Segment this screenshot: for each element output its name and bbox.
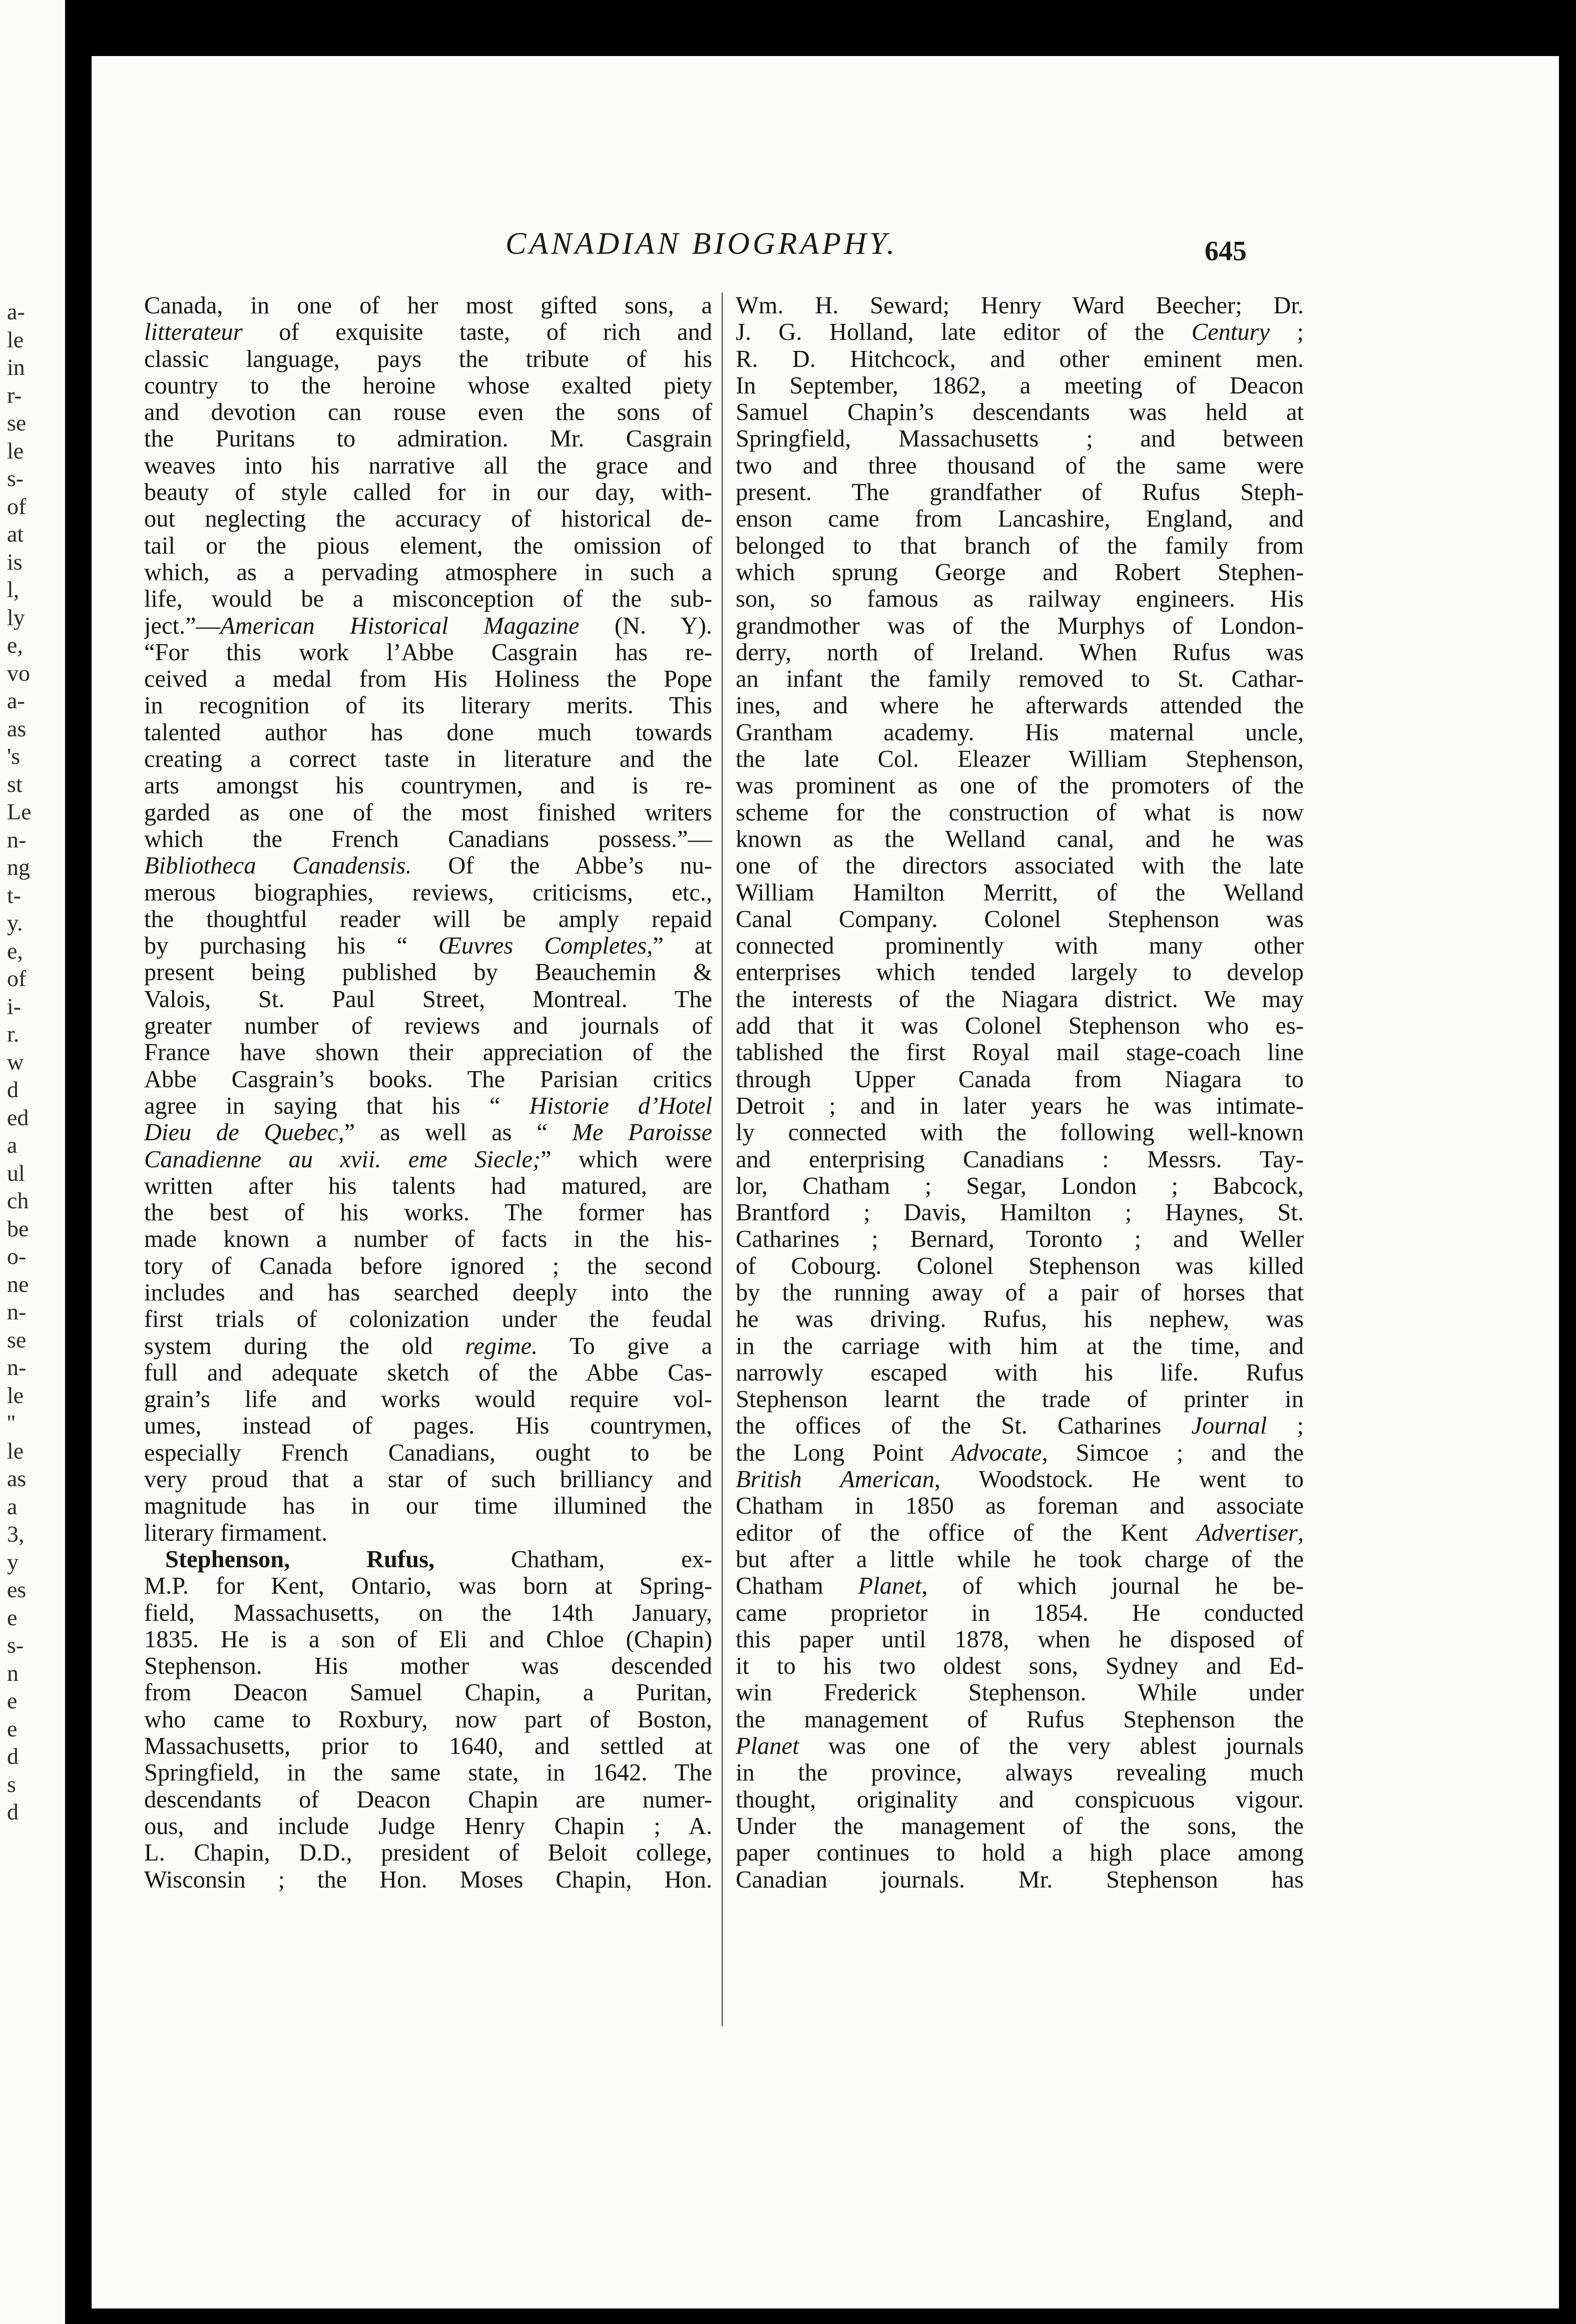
facing-page-fragment: ne bbox=[7, 1271, 29, 1297]
facing-page-fragment: e, bbox=[7, 632, 23, 658]
text-line: grain’s life and works would require vol- bbox=[144, 1386, 712, 1413]
text-line: tablished the first Royal mail stage-coach line bbox=[736, 1039, 1304, 1066]
facing-page-fragment: o- bbox=[7, 1243, 27, 1269]
text-line: the Long Point Advocate, Simcoe ; and the bbox=[736, 1439, 1304, 1466]
text-line: J. G. Holland, late editor of the Century ; bbox=[736, 319, 1304, 346]
facing-page-fragment: as bbox=[7, 1466, 27, 1491]
text-line: classic language, pays the tribute of his bbox=[144, 345, 712, 372]
text-line: written after his talents had matured, are bbox=[144, 1172, 712, 1199]
facing-page-fragment: of bbox=[7, 966, 27, 991]
text-line: includes and has searched deeply into the bbox=[144, 1279, 712, 1306]
text-line: came proprietor in 1854. He conducted bbox=[736, 1599, 1304, 1626]
facing-page-fragment: r- bbox=[7, 382, 22, 408]
text-line: Dieu de Quebec,” as well as “ Me Paroisse bbox=[144, 1119, 712, 1146]
text-line: Wm. H. Seward; Henry Ward Beecher; Dr. bbox=[736, 292, 1304, 319]
facing-page-fragment: at bbox=[7, 521, 24, 547]
text-line: In September, 1862, a meeting of Deacon bbox=[736, 372, 1304, 399]
text-line: full and adequate sketch of the Abbe Cas- bbox=[144, 1359, 712, 1386]
text-line: derry, north of Ireland. When Rufus was bbox=[736, 639, 1304, 666]
facing-page-fragment: 's bbox=[7, 743, 21, 769]
text-line: who came to Roxbury, now part of Boston, bbox=[144, 1706, 712, 1733]
facing-page-fragment: n bbox=[7, 1660, 19, 1686]
text-line: tail or the pious element, the omission of bbox=[144, 532, 712, 559]
text-line: merous biographies, reviews, criticisms, etc., bbox=[144, 879, 712, 906]
text-line: greater number of reviews and journals of bbox=[144, 1013, 712, 1040]
text-line: especially French Canadians, ought to be bbox=[144, 1439, 712, 1466]
text-line: Valois, St. Paul Street, Montreal. The bbox=[144, 986, 712, 1013]
text-line: beauty of style called for in our day, with- bbox=[144, 479, 712, 506]
text-line: son, so famous as railway engineers. His bbox=[736, 586, 1304, 613]
text-line: ous, and include Judge Henry Chapin ; A. bbox=[144, 1812, 712, 1839]
text-line: made known a number of facts in the his- bbox=[144, 1226, 712, 1253]
text-line: add that it was Colonel Stephenson who es- bbox=[736, 1013, 1304, 1040]
text-line: talented author has done much towards bbox=[144, 719, 712, 746]
facing-page-fragment: a bbox=[7, 1493, 18, 1519]
text-line: an infant the family removed to St. Cathar- bbox=[736, 666, 1304, 693]
text-line: ly connected with the following well-known bbox=[736, 1119, 1304, 1146]
text-line: arts amongst his countrymen, and is re- bbox=[144, 772, 712, 799]
text-line: the interests of the Niagara district. We may bbox=[736, 986, 1304, 1013]
facing-page-strip bbox=[0, 0, 65, 2324]
column-rule bbox=[722, 292, 723, 2026]
facing-page-fragment: s bbox=[7, 1771, 16, 1797]
text-line: ceived a medal from His Holiness the Pope bbox=[144, 666, 712, 693]
text-line: enson came from Lancashire, England, and bbox=[736, 506, 1304, 533]
text-line: present. The grandfather of Rufus Steph- bbox=[736, 479, 1304, 506]
text-line: M.P. for Kent, Ontario, was born at Spring- bbox=[144, 1573, 712, 1600]
facing-page-fragment: a- bbox=[7, 299, 25, 324]
text-line: Canal Company. Colonel Stephenson was bbox=[736, 905, 1304, 933]
text-line: through Upper Canada from Niagara to bbox=[736, 1066, 1304, 1093]
facing-page-fragment: y bbox=[7, 1549, 19, 1575]
facing-page-fragment: ng bbox=[7, 854, 30, 880]
facing-page-fragment: y. bbox=[7, 910, 23, 936]
text-line: L. Chapin, D.D., president of Beloit college, bbox=[144, 1839, 712, 1867]
text-line: enterprises which tended largely to develop bbox=[736, 959, 1304, 986]
facing-page-fragment: ed bbox=[7, 1104, 29, 1130]
text-line: Stephenson, Rufus, Chatham, ex- bbox=[165, 1546, 712, 1573]
text-line: Canadienne au xvii. eme Siecle;” which were bbox=[144, 1146, 712, 1173]
text-line: Springfield, Massachusetts ; and between bbox=[736, 425, 1304, 452]
facing-page-fragment: e bbox=[7, 1715, 18, 1741]
text-line: Under the management of the sons, the bbox=[736, 1812, 1304, 1839]
text-line: ines, and where he afterwards attended the bbox=[736, 692, 1304, 719]
text-line: literary firmament. bbox=[144, 1519, 328, 1546]
running-title: CANADIAN BIOGRAPHY. bbox=[505, 227, 898, 261]
facing-page-fragment: '' bbox=[7, 1410, 16, 1436]
text-line: Samuel Chapin’s descendants was held at bbox=[736, 399, 1304, 426]
facing-page-fragment: a- bbox=[7, 688, 25, 713]
facing-page-fragment: 3, bbox=[7, 1521, 25, 1547]
text-line: Canada, in one of her most gifted sons, a bbox=[144, 292, 712, 319]
text-line: descendants of Deacon Chapin are numer- bbox=[144, 1786, 712, 1813]
text-line: garded as one of the most finished writers bbox=[144, 799, 712, 826]
facing-page-fragment: e bbox=[7, 1604, 18, 1630]
text-line: tory of Canada before ignored ; the second bbox=[144, 1252, 712, 1279]
facing-page-fragment: e, bbox=[7, 938, 23, 964]
text-line: which the French Canadians possess.”— bbox=[144, 825, 712, 852]
text-line: the late Col. Eleazer William Stephenson, bbox=[736, 746, 1304, 773]
text-line: by the running away of a pair of horses that bbox=[736, 1279, 1304, 1306]
facing-page-fragment: d bbox=[7, 1743, 19, 1769]
text-line: and enterprising Canadians : Messrs. Tay- bbox=[736, 1146, 1304, 1173]
text-line: which sprung George and Robert Stephen- bbox=[736, 559, 1304, 586]
facing-page-fragment: n- bbox=[7, 826, 27, 852]
text-line: country to the heroine whose exalted piety bbox=[144, 372, 712, 399]
text-line: Detroit ; and in later years he was intimate- bbox=[736, 1092, 1304, 1119]
text-line: Brantford ; Davis, Hamilton ; Haynes, St. bbox=[736, 1199, 1304, 1226]
text-line: which, as a pervading atmosphere in such a bbox=[144, 559, 712, 586]
text-line: in the carriage with him at the time, and bbox=[736, 1332, 1304, 1359]
text-line: Wisconsin ; the Hon. Moses Chapin, Hon. bbox=[144, 1866, 712, 1893]
text-line: life, would be a misconception of the sub- bbox=[144, 586, 712, 613]
facing-page-fragment: Le bbox=[7, 799, 32, 824]
facing-page-fragment: d bbox=[7, 1077, 19, 1102]
text-line: out neglecting the accuracy of historical de- bbox=[144, 506, 712, 533]
text-line: narrowly escaped with his life. Rufus bbox=[736, 1359, 1304, 1386]
facing-page-fragment: of bbox=[7, 493, 27, 519]
text-line: Canadian journals. Mr. Stephenson has bbox=[736, 1866, 1304, 1893]
text-line: Chatham Planet, of which journal he be- bbox=[736, 1573, 1304, 1600]
facing-page-fragment: be bbox=[7, 1215, 29, 1241]
facing-page-fragment: se bbox=[7, 1326, 27, 1352]
text-line: litterateur of exquisite taste, of rich and bbox=[144, 319, 712, 346]
facing-page-fragment: is bbox=[7, 549, 23, 575]
text-line: one of the directors associated with the late bbox=[736, 852, 1304, 879]
facing-page-fragment: st bbox=[7, 771, 23, 797]
facing-page-fragment: le bbox=[7, 1382, 24, 1408]
text-line: he was driving. Rufus, his nephew, was bbox=[736, 1306, 1304, 1333]
facing-page-fragment: le bbox=[7, 326, 24, 352]
text-line: paper continues to hold a high place among bbox=[736, 1839, 1304, 1867]
text-line: Stephenson. His mother was descended bbox=[144, 1653, 712, 1680]
text-line: Massachusetts, prior to 1640, and settled at bbox=[144, 1733, 712, 1760]
text-line: two and three thousand of the same were bbox=[736, 452, 1304, 479]
facing-page-fragment: ul bbox=[7, 1160, 25, 1186]
facing-page-fragment: l, bbox=[7, 577, 20, 602]
facing-page-fragment: le bbox=[7, 437, 24, 463]
facing-page-fragment: s- bbox=[7, 1632, 24, 1658]
facing-page-fragment: se bbox=[7, 410, 27, 435]
text-line: from Deacon Samuel Chapin, a Puritan, bbox=[144, 1679, 712, 1706]
text-line: weaves into his narrative all the grace and bbox=[144, 452, 712, 479]
text-line: the best of his works. The former has bbox=[144, 1199, 712, 1226]
text-line: agree in saying that his “ Historie d’Hotel bbox=[144, 1092, 712, 1119]
facing-page-fragment: r. bbox=[7, 1021, 20, 1047]
facing-page-fragment: d bbox=[7, 1799, 19, 1824]
text-line: magnitude has in our time illumined the bbox=[144, 1493, 712, 1520]
text-line: connected prominently with many other bbox=[736, 933, 1304, 960]
facing-page-fragment: n- bbox=[7, 1299, 27, 1324]
facing-page-fragment: as bbox=[7, 715, 27, 741]
text-line: win Frederick Stephenson. While under bbox=[736, 1679, 1304, 1706]
text-line: the thoughtful reader will be amply repaid bbox=[144, 905, 712, 933]
text-line: but after a little while he took charge of the bbox=[736, 1546, 1304, 1573]
facing-page-fragment: in bbox=[7, 354, 25, 380]
scan-gutter bbox=[65, 0, 93, 2324]
text-line: grandmother was of the Murphys of London- bbox=[736, 612, 1304, 639]
text-line: thought, originality and conspicuous vigour. bbox=[736, 1786, 1304, 1813]
facing-page-fragment: w bbox=[7, 1049, 24, 1075]
text-line: the offices of the St. Catharines Journal ; bbox=[736, 1413, 1304, 1440]
text-line: known as the Welland canal, and he was bbox=[736, 825, 1304, 852]
facing-page-fragment: t- bbox=[7, 882, 22, 908]
text-line: system during the old regime. To give a bbox=[144, 1332, 712, 1359]
text-line: Stephenson learnt the trade of printer in bbox=[736, 1386, 1304, 1413]
facing-page-fragment: n- bbox=[7, 1354, 27, 1380]
text-line: creating a correct taste in literature and the bbox=[144, 746, 712, 773]
text-line: the management of Rufus Stephenson the bbox=[736, 1706, 1304, 1733]
text-line: it to his two oldest sons, Sydney and Ed- bbox=[736, 1653, 1304, 1680]
left-column bbox=[144, 292, 712, 1893]
text-line: and devotion can rouse even the sons of bbox=[144, 399, 712, 426]
page-number: 645 bbox=[1205, 236, 1247, 267]
text-line: first trials of colonization under the feudal bbox=[144, 1306, 712, 1333]
text-line: scheme for the construction of what is now bbox=[736, 799, 1304, 826]
text-line: of Cobourg. Colonel Stephenson was killed bbox=[736, 1252, 1304, 1279]
right-column bbox=[736, 292, 1304, 1893]
text-line: William Hamilton Merritt, of the Welland bbox=[736, 879, 1304, 906]
text-line: present being published by Beauchemin & bbox=[144, 959, 712, 986]
text-line: British American, Woodstock. He went to bbox=[736, 1466, 1304, 1493]
facing-page-fragment: s- bbox=[7, 466, 24, 491]
text-line: Chatham in 1850 as foreman and associate bbox=[736, 1493, 1304, 1520]
text-line: France have shown their appreciation of the bbox=[144, 1039, 712, 1066]
facing-page-fragment: le bbox=[7, 1438, 24, 1464]
facing-page-fragment: i- bbox=[7, 993, 22, 1019]
text-line: Grantham academy. His maternal uncle, bbox=[736, 719, 1304, 746]
text-line: “For this work l’Abbe Casgrain has re- bbox=[144, 639, 712, 666]
text-line: was prominent as one of the promoters of the bbox=[736, 772, 1304, 799]
text-line: editor of the office of the Kent Advertiser, bbox=[736, 1519, 1304, 1546]
text-line: field, Massachusetts, on the 14th January, bbox=[144, 1599, 712, 1626]
text-line: ject.”—American Historical Magazine (N. Y). bbox=[144, 612, 712, 639]
facing-page-fragment: e bbox=[7, 1688, 18, 1713]
facing-page-fragment: es bbox=[7, 1577, 27, 1602]
facing-page-fragment: a bbox=[7, 1132, 18, 1158]
text-line: Catharines ; Bernard, Toronto ; and Weller bbox=[736, 1226, 1304, 1253]
text-line: R. D. Hitchcock, and other eminent men. bbox=[736, 345, 1304, 372]
facing-page-fragment: ly bbox=[7, 604, 25, 630]
text-line: Bibliotheca Canadensis. Of the Abbe’s nu- bbox=[144, 852, 712, 879]
text-line: in recognition of its literary merits. This bbox=[144, 692, 712, 719]
text-line: lor, Chatham ; Segar, London ; Babcock, bbox=[736, 1172, 1304, 1199]
text-line: by purchasing his “ Œuvres Completes,” at bbox=[144, 933, 712, 960]
text-line: 1835. He is a son of Eli and Chloe (Chapin) bbox=[144, 1626, 712, 1653]
text-line: very proud that a star of such brilliancy and bbox=[144, 1466, 712, 1493]
text-line: umes, instead of pages. His countrymen, bbox=[144, 1413, 712, 1440]
text-line: this paper until 1878, when he disposed of bbox=[736, 1626, 1304, 1653]
text-line: in the province, always revealing much bbox=[736, 1759, 1304, 1786]
facing-page-fragment: ch bbox=[7, 1188, 29, 1213]
facing-page-fragment: vo bbox=[7, 660, 30, 686]
text-line: Planet was one of the very ablest journals bbox=[736, 1733, 1304, 1760]
text-line: belonged to that branch of the family from bbox=[736, 532, 1304, 559]
text-line: the Puritans to admiration. Mr. Casgrain bbox=[144, 425, 712, 452]
text-line: Springfield, in the same state, in 1642. The bbox=[144, 1759, 712, 1786]
text-line: Abbe Casgrain’s books. The Parisian critics bbox=[144, 1066, 712, 1093]
